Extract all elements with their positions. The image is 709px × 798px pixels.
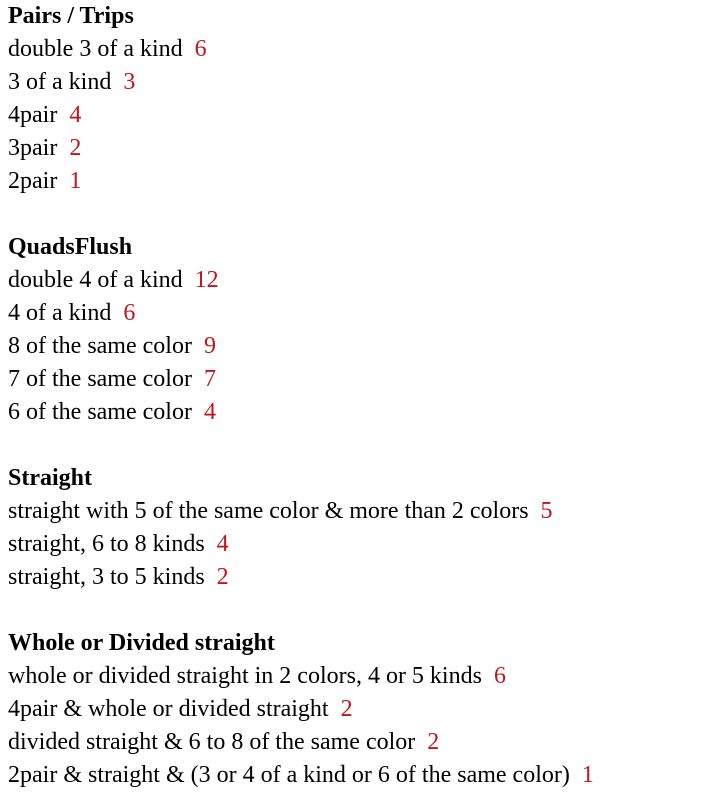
points-value: 4 xyxy=(69,102,82,128)
spacer xyxy=(111,69,123,95)
hand-label: 6 of the same color xyxy=(8,399,192,425)
score-section xyxy=(8,627,709,792)
spacer xyxy=(57,168,69,194)
score-section xyxy=(8,462,709,594)
score-row xyxy=(8,132,709,165)
score-row xyxy=(8,693,709,726)
spacer xyxy=(111,300,123,326)
score-row xyxy=(8,495,709,528)
score-row xyxy=(8,330,709,363)
score-row xyxy=(8,396,709,429)
points-value: 2 xyxy=(427,729,440,755)
hand-label: straight, 6 to 8 kinds xyxy=(8,531,205,557)
score-row xyxy=(8,528,709,561)
score-row xyxy=(8,660,709,693)
spacer xyxy=(57,135,69,161)
section-title: Pairs / Trips xyxy=(8,3,134,29)
points-value: 1 xyxy=(69,168,82,194)
points-value: 6 xyxy=(194,36,207,62)
spacer xyxy=(329,696,341,722)
score-section xyxy=(8,0,709,198)
points-value: 6 xyxy=(123,300,136,326)
hand-label: 2pair & straight & (3 or 4 of a kind or 6 of the same color) xyxy=(8,762,570,788)
hand-label: whole or divided straight in 2 colors, 4 or 5 kinds xyxy=(8,663,482,689)
score-section xyxy=(8,231,709,429)
section-title: QuadsFlush xyxy=(8,234,133,260)
score-row xyxy=(8,726,709,759)
spacer xyxy=(205,564,217,590)
points-value: 5 xyxy=(540,498,553,524)
hand-label: straight with 5 of the same color & more than 2 colors xyxy=(8,498,529,524)
spacer xyxy=(192,333,204,359)
score-row xyxy=(8,759,709,792)
spacer xyxy=(529,498,541,524)
points-value: 3 xyxy=(123,69,136,95)
points-value: 1 xyxy=(581,762,594,788)
score-row xyxy=(8,264,709,297)
hand-label: double 3 of a kind xyxy=(8,36,183,62)
hand-label: 8 of the same color xyxy=(8,333,192,359)
spacer xyxy=(192,399,204,425)
score-row xyxy=(8,99,709,132)
spacer xyxy=(57,102,69,128)
score-row xyxy=(8,297,709,330)
hand-label: 3 of a kind xyxy=(8,69,112,95)
score-row xyxy=(8,363,709,396)
spacer xyxy=(415,729,427,755)
hand-label: 4 of a kind xyxy=(8,300,112,326)
points-value: 7 xyxy=(203,366,216,392)
score-row xyxy=(8,165,709,198)
score-row xyxy=(8,66,709,99)
hand-label: 3pair xyxy=(8,135,58,161)
points-value: 12 xyxy=(194,267,219,293)
points-value: 2 xyxy=(216,564,229,590)
points-value: 2 xyxy=(69,135,82,161)
spacer xyxy=(205,531,217,557)
score-row xyxy=(8,561,709,594)
hand-label: 7 of the same color xyxy=(8,366,192,392)
spacer xyxy=(482,663,494,689)
points-value: 4 xyxy=(216,531,229,557)
points-value: 4 xyxy=(203,399,216,425)
spacer xyxy=(183,36,195,62)
hand-label: straight, 3 to 5 kinds xyxy=(8,564,205,590)
hand-label: 4pair xyxy=(8,102,58,128)
points-value: 2 xyxy=(340,696,353,722)
hand-label: divided straight & 6 to 8 of the same color xyxy=(8,729,416,755)
section-title: Straight xyxy=(8,465,92,491)
spacer xyxy=(183,267,195,293)
score-row xyxy=(8,33,709,66)
spacer xyxy=(192,366,204,392)
points-value: 9 xyxy=(203,333,216,359)
hand-label: 4pair & whole or divided straight xyxy=(8,696,329,722)
section-title: Whole or Divided straight xyxy=(8,630,275,656)
spacer xyxy=(570,762,582,788)
hand-label: double 4 of a kind xyxy=(8,267,183,293)
points-value: 6 xyxy=(493,663,506,689)
hand-label: 2pair xyxy=(8,168,58,194)
